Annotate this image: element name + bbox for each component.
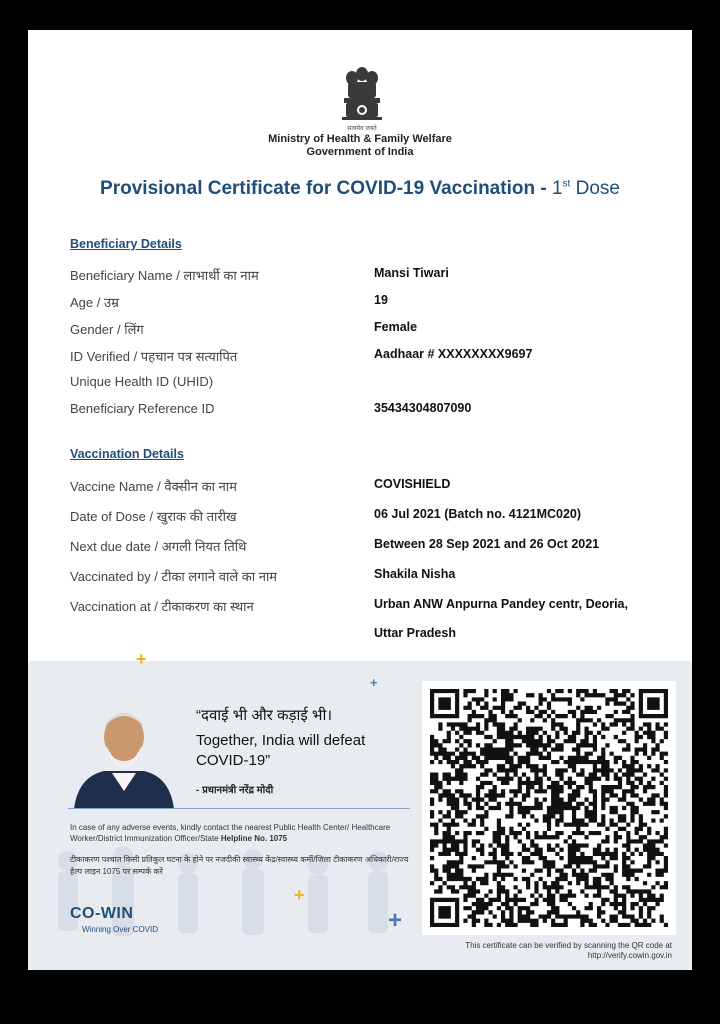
quote-hindi: “दवाई भी और कड़ाई भी। <box>196 707 333 724</box>
advisory-hindi: टीकाकरण पश्चात किसी प्रतिकूल घटना के होने पर नजदीकी स्वास्थ्य केंद्र/स्वास्थ्य कर्मी/जिला टीकाकरण अधिकारी/राज्य हेल्प लाइन 1075 पर सम्पर्क करें <box>70 855 409 876</box>
row-value: 35434304807090 <box>374 401 472 415</box>
helpline-number: Helpline No. 1075 <box>220 834 288 843</box>
certificate-title <box>28 178 692 200</box>
title-main: Provisional Certificate for COVID-19 Vaccination - <box>100 178 552 199</box>
quote-attribution: - प्रधानमंत्री नरेंद्र मोदी <box>196 785 274 796</box>
cowin-logo: CO-WIN <box>70 905 134 922</box>
qr-modules <box>430 689 668 927</box>
certificate-page <box>28 30 692 970</box>
row-value: Shakila Nisha <box>374 567 456 581</box>
row-label: Date of Dose / खुराक की तारीख <box>70 509 237 524</box>
government-name: Government of India <box>306 146 414 158</box>
row-label: Vaccination at / टीकाकरण का स्थान <box>70 599 254 614</box>
qr-code <box>422 681 676 935</box>
row-label: Vaccine Name / वैक्सीन का नाम <box>70 479 237 494</box>
vaccination-heading: Vaccination Details <box>70 447 184 461</box>
plus-decoration-icon: + <box>294 885 305 905</box>
row-label: Next due date / अगली नियत तिथि <box>70 539 247 554</box>
row-label: Age / उम्र <box>70 295 119 310</box>
ministry-name: Ministry of Health & Family Welfare <box>268 133 452 145</box>
row-value: COVISHIELD <box>374 477 451 491</box>
row-value: Mansi Tiwari <box>374 266 449 280</box>
row-value: Urban ANW Anpurna Pandey centr, Deoria, <box>374 597 628 611</box>
dose-suffix: st <box>562 178 571 190</box>
row-label: Gender / लिंग <box>70 322 144 337</box>
verify-note <box>422 941 672 961</box>
dose-word: Dose <box>570 178 620 199</box>
row-value: 19 <box>374 293 388 307</box>
dose-number: 1 <box>551 178 563 199</box>
row-label: Beneficiary Name / लाभार्थी का नाम <box>70 268 259 283</box>
row-value: Between 28 Sep 2021 and 26 Oct 2021 <box>374 537 600 551</box>
verify-url: http://verify.cowin.gov.in <box>587 951 672 960</box>
verify-line-1: This certificate can be verified by scanning the QR code at <box>465 941 672 950</box>
beneficiary-heading: Beneficiary Details <box>70 237 182 251</box>
pm-portrait <box>68 701 180 809</box>
row-value-line2: Uttar Pradesh <box>374 626 456 640</box>
advisory-text: In case of any adverse events, kindly contact the nearest Public Health Center/ Healthcare Worker/District Immunization Officer/State <box>70 823 391 843</box>
cowin-tagline: Winning Over COVID <box>82 925 159 934</box>
national-emblem-icon <box>338 66 386 134</box>
background-silhouettes <box>28 831 418 970</box>
row-label: Unique Health ID (UHID) <box>70 374 214 389</box>
plus-decoration-icon: + <box>136 649 147 669</box>
qr-code-graphic <box>422 681 676 935</box>
plus-decoration-icon: + <box>370 675 378 690</box>
row-label: Vaccinated by / टीका लगाने वाले का नाम <box>70 569 278 584</box>
certificate-footer <box>28 649 692 970</box>
row-label: ID Verified / पहचान पत्र सत्यापित <box>70 349 238 364</box>
divider <box>68 808 410 809</box>
row-value: 06 Jul 2021 (Batch no. 4121MC020) <box>374 507 582 521</box>
quote-english: Together, India will defeat COVID-19” <box>196 732 366 769</box>
row-value: Female <box>374 320 418 334</box>
emblem-caption: सत्यमेव जयते <box>347 125 377 132</box>
row-label: Beneficiary Reference ID <box>70 401 215 416</box>
row-value: Aadhaar # XXXXXXXX9697 <box>374 347 533 361</box>
ministry-block <box>28 133 692 159</box>
advisory-english <box>70 822 400 844</box>
plus-decoration-icon: + <box>388 907 403 934</box>
